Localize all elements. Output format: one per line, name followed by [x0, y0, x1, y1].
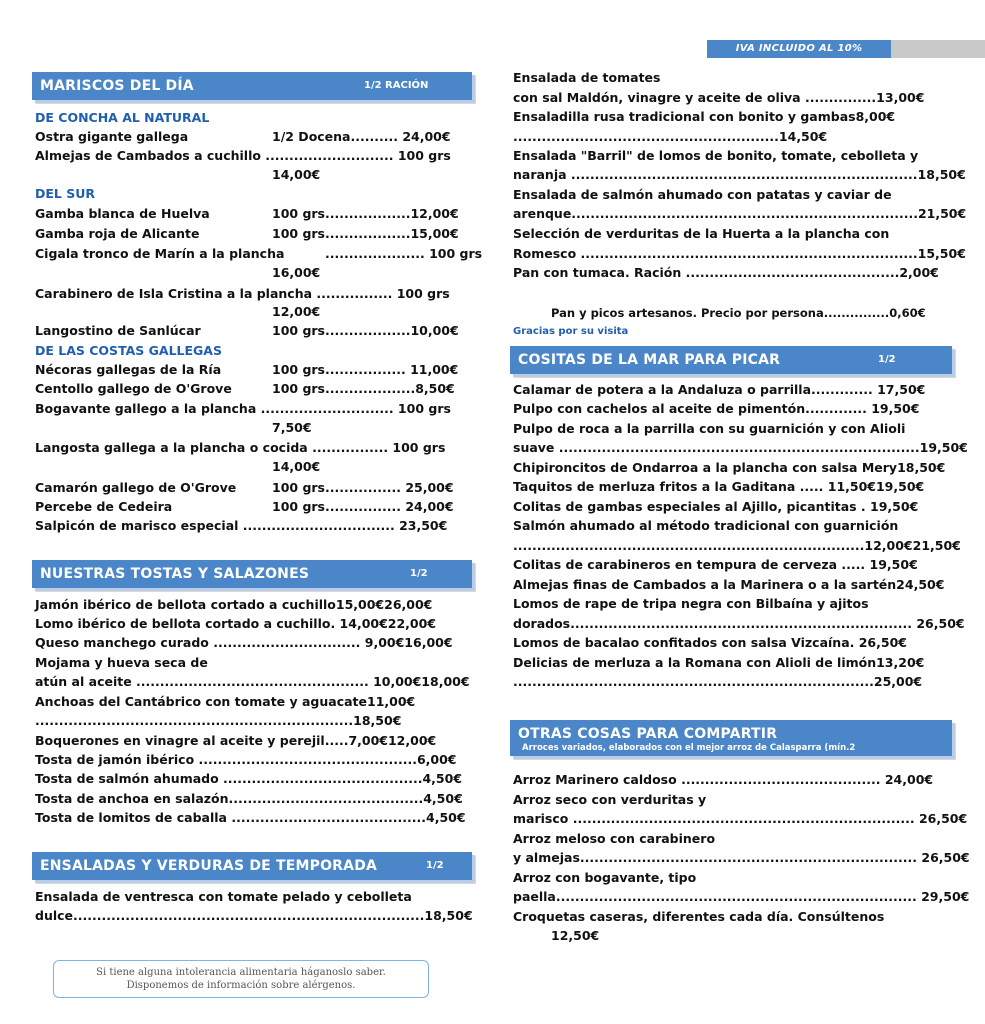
note-line: Si tiene alguna intolerancia alimentaria háganoslo saber. — [96, 967, 386, 978]
menu-item: Delicias de merluza a la Romana con Alioli de limón13,20€ — [513, 655, 925, 670]
banner-cositas — [510, 346, 952, 374]
menu-item: Ostra gigante gallega — [35, 129, 189, 144]
menu-item: Camarón gallego de O'Grove — [35, 480, 237, 495]
menu-item: Centollo gallego de O'Grove — [35, 381, 232, 396]
menu-price: 100 grs..................12,00€ — [272, 206, 459, 221]
menu-item: Calamar de potera a la Andaluza o parrilla............. 17,50€ — [513, 382, 926, 397]
menu-item: Almejas finas de Cambados a la Marinera o a la sartén24,50€ — [513, 577, 945, 592]
menu-item: Bogavante gallego a la plancha ............................ 100 grs — [35, 401, 451, 416]
menu-item: y almejas....................................................................... 26,50€ — [513, 850, 970, 865]
menu-item: arenque.........................................................................21,50€ — [513, 206, 967, 221]
menu-item: Cigala tronco de Marín a la plancha — [35, 246, 285, 261]
menu-item: Gamba roja de Alicante — [35, 226, 200, 241]
note-line: Disponemos de información sobre alérgenos. — [126, 980, 356, 991]
banner-mariscos — [32, 72, 472, 100]
banner-title: ENSALADAS Y VERDURAS DE TEMPORADA — [40, 858, 378, 874]
menu-price: 14,00€ — [272, 459, 321, 474]
banner-ensaladas — [32, 852, 472, 880]
menu-item: Ensalada de ventresca con tomate pelado y cebolleta — [35, 889, 412, 904]
banner-title: MARISCOS DEL DÍA — [40, 78, 194, 94]
menu-item: Anchoas del Cantábrico con tomate y aguacate11,00€ — [35, 694, 416, 709]
menu-item: ..........................................................................12,00€21,50€ — [513, 538, 961, 553]
menu-item: Arroz meloso con carabinero — [513, 831, 716, 846]
menu-item: Lomos de rape de tripa negra con Bilbaína y ajitos — [513, 596, 869, 611]
menu-price: 14,00€ — [272, 167, 321, 182]
menu-item: Langosta gallega a la plancha o cocida ................ 100 grs — [35, 440, 446, 455]
menu-item: Colitas de gambas especiales al Ajillo, picantitas . 19,50€ — [513, 499, 919, 514]
menu-item: Pan con tumaca. Ración .............................................2,00€ — [513, 265, 939, 280]
menu-item: naranja .........................................................................18,50€ — [513, 167, 966, 182]
menu-item: Mojama y hueva seca de — [35, 655, 208, 670]
iva-bar — [707, 40, 985, 58]
menu-item: atún al aceite ................................................. 10,00€18,00€ — [35, 674, 470, 689]
banner-sub: 1/2 — [426, 860, 444, 871]
banner-title: NUESTRAS TOSTAS Y SALAZONES — [40, 566, 310, 582]
section-heading: DE CONCHA AL NATURAL — [35, 110, 210, 125]
menu-item: Pulpo de roca a la parrilla con su guarnición y con Alioli — [513, 421, 906, 436]
menu-item: Tosta de salmón ahumado ..........................................4,50€ — [35, 771, 463, 786]
menu-item: Ensalada "Barril" de lomos de bonito, tomate, cebolleta y — [513, 148, 919, 163]
menu-price: 16,00€ — [272, 265, 321, 280]
menu-item: Salpicón de marisco especial ................................ 23,50€ — [35, 518, 448, 533]
gracias-text: Gracias por su visita — [513, 326, 629, 337]
banner-sub: 1/2 — [410, 568, 428, 579]
menu-item: Gamba blanca de Huelva — [35, 206, 210, 221]
banner-sub: 1/2 — [878, 354, 896, 365]
menu-item: Lomo ibérico de bellota cortado a cuchillo. 14,00€22,00€ — [35, 616, 437, 631]
menu-item: Arroz con bogavante, tipo — [513, 870, 697, 885]
menu-item: Chipironcitos de Ondarroa a la plancha con salsa Mery18,50€ — [513, 460, 946, 475]
menu-item: dulce..........................................................................18,50€ — [35, 908, 473, 923]
menu-item: Almejas de Cambados a cuchillo ........................... 100 grs — [35, 148, 451, 163]
menu-item: ........................................................14,50€ — [513, 129, 828, 144]
menu-price: 100 grs................. 11,00€ — [272, 362, 459, 377]
menu-item: Boquerones en vinagre al aceite y perejil.....7,00€12,00€ — [35, 733, 437, 748]
menu-price: 100 grs..................10,00€ — [272, 323, 459, 338]
section-heading: DE LAS COSTAS GALLEGAS — [35, 343, 222, 358]
menu-price: 100 grs..................15,00€ — [272, 226, 459, 241]
menu-item: Arroz seco con verduritas y — [513, 792, 707, 807]
menu-item: ...................................................................18,50€ — [35, 713, 402, 728]
menu-item: Tosta de lomitos de caballa .........................................4,50€ — [35, 810, 466, 825]
banner-title: COSITAS DE LA MAR PARA PICAR — [518, 352, 781, 368]
menu-price: 12,50€ — [551, 928, 600, 943]
menu-item: Croquetas caseras, diferentes cada día. Consúltenos — [513, 909, 885, 924]
menu-item: Queso manchego curado ............................... 9,00€16,00€ — [35, 635, 453, 650]
menu-item: Romesco .......................................................................15,50€ — [513, 246, 966, 261]
menu-item: Jamón ibérico de bellota cortado a cuchillo15,00€26,00€ — [35, 597, 433, 612]
menu-item: Pan y picos artesanos. Precio por persona...............0,60€ — [551, 306, 926, 320]
menu-item: Percebe de Cedeira — [35, 499, 173, 514]
allergen-note — [53, 960, 429, 998]
section-heading: DEL SUR — [35, 186, 96, 201]
menu-price: ..................... 100 grs — [325, 246, 483, 261]
menu-price: 1/2 Docena.......... 24,00€ — [272, 129, 451, 144]
menu-item: Ensalada de tomates — [513, 70, 661, 85]
menu-price: 100 grs...................8,50€ — [272, 381, 455, 396]
banner-sub: 1/2 RACIÓN — [364, 80, 429, 91]
menu-item: Tosta de jamón ibérico ..............................................6,00€ — [35, 752, 457, 767]
menu-item: dorados........................................................................ 26,50€ — [513, 616, 965, 631]
banner-tostas — [32, 560, 472, 588]
menu-item: Salmón ahumado al método tradicional con guarnición — [513, 518, 899, 533]
menu-price: 100 grs................ 25,00€ — [272, 480, 454, 495]
menu-item: Lomos de bacalao confitados con salsa Vizcaína. 26,50€ — [513, 635, 907, 650]
banner-sub: Arroces variados, elaborados con el mejor arroz de Calasparra (mín.2 — [522, 743, 856, 753]
menu-item: paella............................................................................ 29,50€ — [513, 889, 970, 904]
menu-item: Pulpo con cachelos al aceite de pimentón............. 19,50€ — [513, 401, 920, 416]
banner-title: OTRAS COSAS PARA COMPARTIR — [518, 726, 778, 742]
menu-item: con sal Maldón, vinagre y aceite de oliva ...............13,00€ — [513, 90, 925, 105]
menu-item: Selección de verduritas de la Huerta a la plancha con — [513, 226, 890, 241]
menu-item: Ensaladilla rusa tradicional con bonito y gambas8,00€ — [513, 109, 896, 124]
iva-label: IVA INCLUIDO AL 10% — [707, 40, 891, 58]
menu-item: marisco ........................................................................ 26,50€ — [513, 811, 968, 826]
menu-item: Tosta de anchoa en salazón.........................................4,50€ — [35, 791, 463, 806]
menu-item: suave ............................................................................19,50€ — [513, 440, 968, 455]
menu-item: Colitas de carabineros en tempura de cerveza ..... 19,50€ — [513, 557, 918, 572]
menu-price: 12,00€ — [272, 304, 321, 319]
banner-otras — [510, 720, 952, 756]
menu-price: 7,50€ — [272, 420, 312, 435]
menu-item: Nécoras gallegas de la Ría — [35, 362, 222, 377]
menu-item: Carabinero de Isla Cristina a la plancha ................ 100 grs — [35, 286, 450, 301]
menu-item: Taquitos de merluza fritos a la Gaditana ..... 11,50€19,50€ — [513, 479, 925, 494]
menu-item: ............................................................................25,00€ — [513, 674, 923, 689]
menu-price: 100 grs................ 24,00€ — [272, 499, 454, 514]
menu-item: Langostino de Sanlúcar — [35, 323, 201, 338]
menu-item: Arroz Marinero caldoso .......................................... 24,00€ — [513, 772, 934, 787]
menu-item: Ensalada de salmón ahumado con patatas y caviar de — [513, 187, 892, 202]
